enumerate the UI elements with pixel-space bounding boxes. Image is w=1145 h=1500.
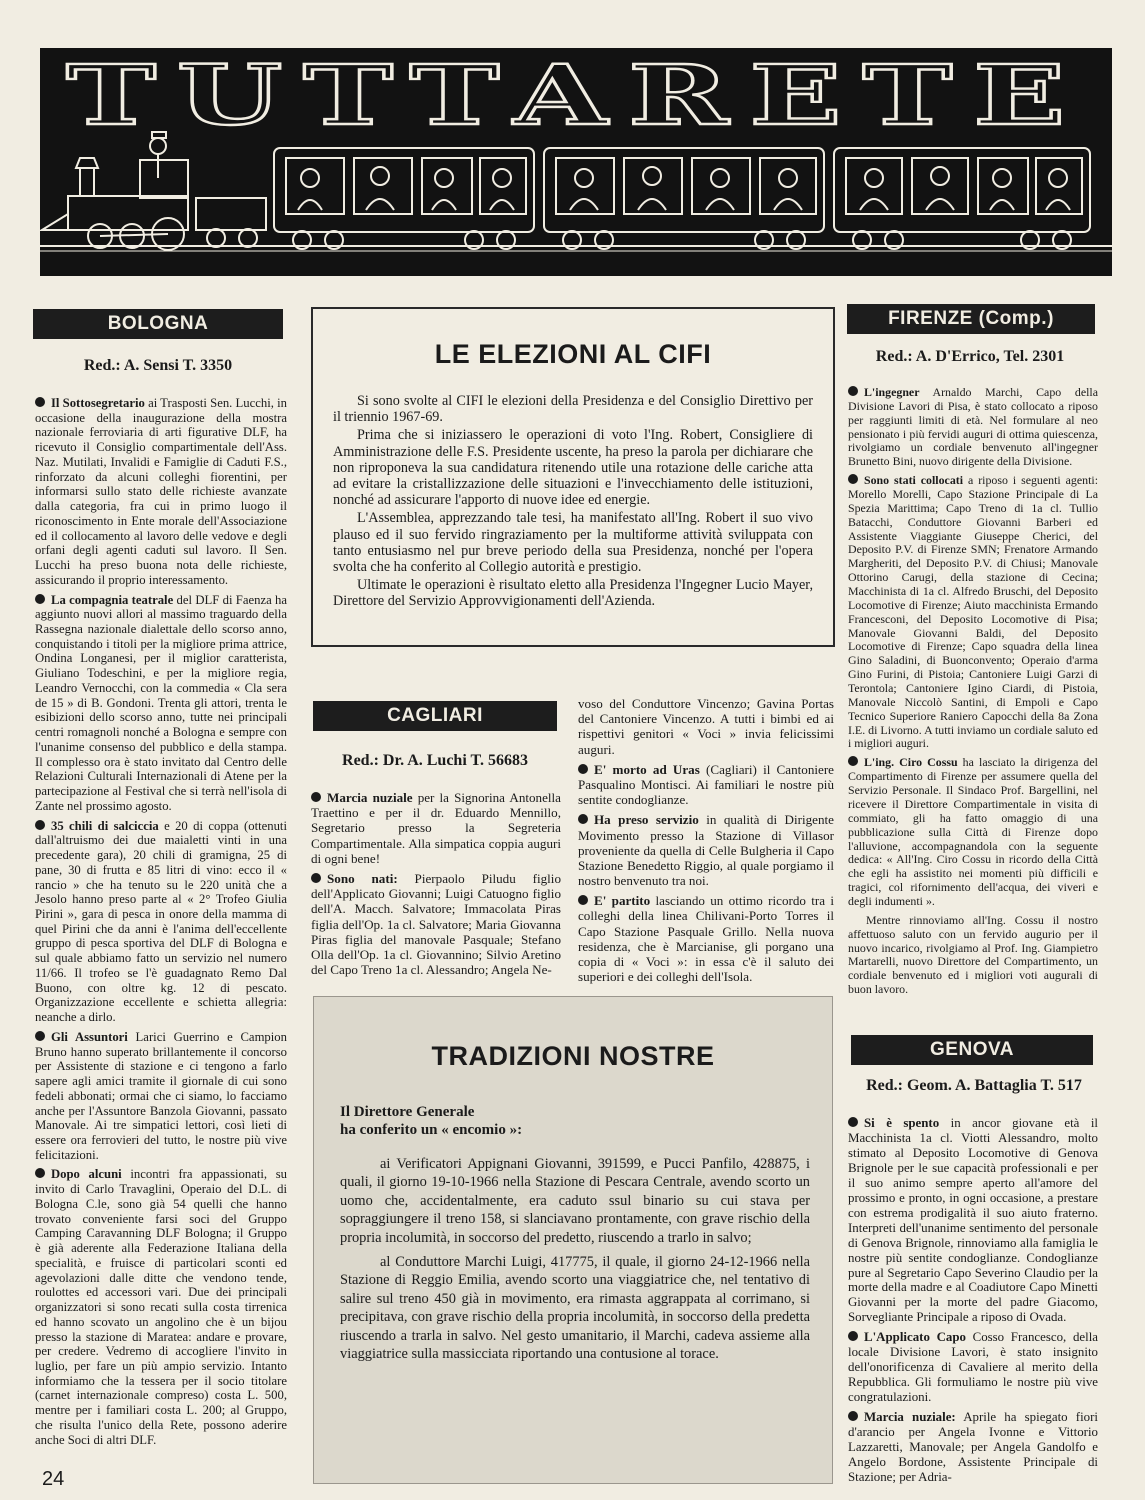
bullet-icon [311,873,321,883]
firenze-item: L'ingegner Arnaldo Marchi, Capo della Divisione Lavori di Pisa, è stato collocato a riposo per raggiunti limiti di età. Nel formulare al neo pensionato i più fervidi auguri di ottima quiescenza, rivolgiamo un cordiale benvenuto all'ingegner Brunetto Bini, nuovo dirigente della Divisione. [848,385,1098,469]
tradizioni-paragraph: ai Verificatori Appignani Giovanni, 391599, e Pucci Panfilo, 428875, i quali, il giorno 19-10-1966 nella Stazione di Pescara Centrale, avendo scorto un uomo che, accidentalmente, era caduto ssul binario su cui stava per sopraggiungere il treno 158, si slanciavano prontamente, con grave rischio della propria incolumità, in soccorso del predetto, riuscendo a trarlo in salvo; [340,1156,810,1246]
cagliari-item: voso del Conduttore Vincenzo; Gavina Portas del Cantoniere Vincenzo. A tutti i bimbi ed ai rispettivi genitori « Voci » invia felicissimi auguri. [578,696,834,757]
bullet-icon [848,1331,858,1341]
cagliari-item: E' partito lasciando un ottimo ricordo tra i colleghi della linea Chilivani-Porto Torres il Capo Stazione Pasquale Grillo. Nella nuova residenza, che è Marcianise, gli porgano una copia di « Voci »: in essa c'è il saluto dei superiori e dei colleghi dell'Isola. [578,893,834,985]
cagliari-item: Ha preso servizio in qualità di Dirigente Movimento presso la Stazione di Villasor proveniente da quella di Celle Bulgheria il Capo Stazione Benedetto Riggio, al quale porgiamo il nostro benvenuto tra noi. [578,812,834,889]
carriage-1 [274,148,534,249]
bullet-icon [578,895,588,905]
bullet-icon [35,1168,45,1178]
tradizioni-title: TRADIZIONI NOSTRE [431,1041,715,1071]
cagliari-redattore: Red.: Dr. A. Luchi T. 56683 [342,752,528,769]
genova-item: Si è spento in ancor giovane età il Macchinista 1a cl. Viotti Alessandro, molto stimato al Deposito Locomotive di Genova Brignole per le sue capacità professionali e per il suo animo sempre aperto all'amore del prossimo e pronto, in ogni occasione, a prestare con estrema prodigalità il suo aiuto fraterno. Interpreti dell'unanime sentimento del personale di Genova Brignole, rinnoviamo alla famiglia le nostre più sentite condoglianze. Condoglianze pure al Segretario Capo Severino Claudio per la morte della madre e al Coadiutore Capo Minetti Giovanni per la morte del padre Giacomo, Sorvegliante Principale a riposo di Ovada. [848,1116,1099,1325]
firenze-column [848,386,1098,1002]
firenze-item: Sono stati collocati a riposo i seguenti agenti: Morello Morelli, Capo Stazione Principale di La Spezia Marittima; Capo Treno di 1a cl. Tullio Batacchi, Conduttore Giovanni Barberi ed Assistente Viaggiante Giuseppe Cherici, del Deposito P.V. di Firenze SMN; Frenatore Armando Margheriti, del Deposito P.V. di Chiusi; Manovale Ottorino Carugi, della stazione di Cecina; Macchinista di 1a cl. Alfredo Bruschi, del Deposito Locomotive di Firenze; Aiuto macchinista Ermando Francesconi, del Deposito Locomotive di Pisa; Manovale Giovanni Baldi, del Deposito Locomotive di Firenze; Capo squadra della linea Gino Saladini, di Buonconvento; Operaio d'arma Gino Furini, di Pistoia; Cantoniere Luigi Garzi di Terontola; Cantoniere Igino Ciardi, di Pistoia, Manovale Niccolò Santini, di Empoli e Capo Tecnico Superiore Raniero Capocchi della 8a Zona I.E. di Livorno. A tutti inviamo un cordiale saluto ed i migliori auguri. [848,473,1098,751]
genova-item: L'Applicato Capo Cosso Francesco, della locale Divisione Lavori, è stato insignito dell'onorificenza di Cavaliere al merito della Repubblica. Gli formuliamo le nostre più vive congratulazioni. [848,1330,1098,1405]
bullet-icon [848,1117,858,1127]
cifi-paragraph: Ultimate le operazioni è risultato eletto alla Presidenza l'Ingegner Lucio Mayer, Direttore del Servizio Approvvigionamenti dell'Azienda. [333,577,813,610]
locomotive-icon [42,132,188,250]
carriage-3 [834,148,1090,249]
bologna-column [35,396,287,1452]
bologna-item: Gli Assuntori Larici Guerrino e Campion Bruno hanno superato brillantemente il concorso per Assistente di stazione e ci tengono a farlo sapere agli amici tramite il giornale di cui sono fedeli abbonati; ormai che ci siamo, lo facciamo anche per l'Assuntore Banzola Giovanni, passato Manovale. Ai tre simpatici lettori, così lieti di essere ora ferrovieri del tutto, le nostre più vive felicitazioni. [35,1029,287,1162]
cifi-paragraph: Prima che si iniziassero le operazioni di voto l'Ing. Robert, Consigliere di Amministrazione delle F.S. Presidente uscente, ha preso la parola per dichiarare che non riproponeva la sua candidatura ritenendo utile una rotazione delle cariche atta ad evitare la cristallizzazione delle situazioni e l'invecchiamento delle istituzioni, nonché ad assicurare l'apporto di nuove idee ed energie. [333,427,813,509]
firenze-item: Mentre rinnoviamo all'Ing. Cossu il nostro affettuoso saluto con un fervido augurio per il nuovo incarico, rivolgiamo al Prof. Ing. Giampietro Martarelli, nuovo Direttore del Compartimento, un cordiale benvenuto ed i migliori voti augurali di buon lavoro. [848,912,1098,997]
tradizioni-paragraph: al Conduttore Marchi Luigi, 417775, il quale, il giorno 24-12-1966 nella Stazione di Reggio Emilia, avendo scorto una viaggiatrice che, nel tentativo di salire sul treno 450 già in movimento, era rimasta aggrappata al corrimano, si precipitava, con grave rischio della propria incolumità, in soccorso della predetta riuscendo a trarla in salvo. Nel gesto umanitario, il Marchi, cadeva assieme alla viaggiatrice sulla massicciata riportando una contusione al torace. [340,1254,810,1363]
section-header-genova: GENOVA [851,1035,1093,1065]
bologna-item: 35 chili di salciccia e 20 di coppa (ottenuti dall'altruismo dei due maialetti vinti in una precedente gara), 20 chili di gramigna, 25 di pane, 30 di frutta e 85 litri di vino: ecco il « rancio » che ha tenuto su le 220 unità che a Jesolo hanno preso parte al « 2° Trofeo Giulia Pirini », gara di pesca in onore della mamma di quel Pirini che da anni è l'anima dell'eccellente gruppo di pesca sportiva del DLF di Bologna e sul quale abbiamo fatto un servizio nel numero 11/66. Il trofeo se l'è guadagnato Remo Dal Buono, con oltre kg. 12 di pescato. Organizzazione eccellente e schietta allegria: neanche a dirlo. [35,818,287,1025]
cifi-article-box [311,307,835,647]
tradizioni-article-box [313,996,833,1484]
firenze-item: L'ing. Ciro Cossu ha lasciato la dirigenza del Compartimento di Firenze per assumere quella del Servizio Personale. Il Sindaco Prof. Bargellini, nel ricevere il Direttore Compartimentale in visita di commiato, gli ha fatto omaggio di una pubblicazione sulla Città di Firenze dopo l'alluvione, accompagnandola con la seguente dedica: « All'Ing. Ciro Cossu in ricordo della Città che egli ha assistito nei momenti più difficili e tragici, col rifornimento dell'acqua, dei viveri e degli indumenti ». [848,755,1098,908]
carriage-2 [544,148,824,249]
tradizioni-intro: Il Direttore Generale ha conferito un « encomio »: [340,1104,523,1138]
section-header-bologna: BOLOGNA [33,309,283,339]
cagliari-column-2 [578,696,834,989]
cagliari-column-1 [311,790,561,982]
genova-item: Marcia nuziale: Aprile ha spiegato fiori d'arancio per Angela Ivonne e Vittorio Lazzaretti, Manovale; per Angela Gandolfo e Angelo Bordone, Assistente Principale di Stazione; per Adria- [848,1410,1098,1484]
bullet-icon [35,1031,45,1041]
tradizioni-body [340,1155,810,1363]
section-header-cagliari: CAGLIARI [313,701,557,731]
masthead-banner [40,48,1112,276]
bologna-item: La compagnia teatrale del DLF di Faenza ha aggiunto nuovi allori al massimo traguardo della Rassegna nazionale dialettale dello scorso anno, conquistando i titoli per la migliore prima attrice, Ondina Longanesi, per il miglior caratterista, Giuliano Todeschini, e per la migliore regia, Leandro Vernocchi, con la commedia « Cla sera de 15 » di B. Gondoni. Trenta gli attori, trenta le esibizioni dello scorso anno, tutte nei principali centri romagnoli nonché a Bologna e sempre con l'unanime consenso del pubblico e della stampa. Il complesso ora è stato invitato dal Centro delle Relazioni Culturali Internazionali di Atene per la partecipazione al Festival che si terrà nell'isola di Zante nel prossimo agosto. [35,592,287,813]
bullet-icon [848,386,858,396]
bullet-icon [578,764,588,774]
cagliari-item: E' morto ad Uras (Cagliari) il Cantoniere Pasqualino Montisci. Ai familiari le nostre più sentite condoglianze. [578,761,834,808]
genova-redattore: Red.: Geom. A. Battaglia T. 517 [866,1077,1082,1094]
cagliari-item: Marcia nuziale per la Signorina Antonella Traettino e per il dr. Eduardo Mennillo, Segretario presso la Segreteria Compartimentale. Alla simpatica coppia auguri di ogni bene! [311,790,561,866]
firenze-redattore: Red.: A. D'Errico, Tel. 2301 [875,348,1065,365]
cifi-title: LE ELEZIONI AL CIFI [434,339,712,369]
masthead-train-illustration [40,48,1112,276]
bologna-item: Il Sottosegretario ai Trasposti Sen. Lucchi, in occasione della inaugurazione della mostra nazionale ferroviaria di arti figurative DLF, ha ricevuto il Consiglio compartimentale dell'Ass. Naz. Mutilati, Invalidi e Famiglie di Caduti F.S., rinforzato da alcuni colleghi fiorentini, per informarsi sullo stato delle richieste avanzate dalla categoria, fra cui in primo luogo il riconoscimento in Ente morale dell'Associazione ed il collocamento al lavoro delle vedove e degli orfani degli agenti caduti sul lavoro. Il Sen. Lucchi ha preso buona nota delle richieste, assicurando il proprio interessamento. [35,396,288,587]
bullet-icon [848,474,858,484]
page-number: 24 [42,1468,65,1490]
section-header-firenze: FIRENZE (Comp.) [847,304,1095,334]
cifi-paragraph: L'Assemblea, apprezzando tale tesi, ha manifestato all'Ing. Robert il suo vivo plauso ed il suo fervido ringraziamento per la multiforme attività sviluppata con tanto entusiasmo nel pur breve periodo della sua Presidenza, nonché per l'opera svolta che ha conferito al Collegio autorità e prestigio. [333,510,813,576]
cifi-paragraph: Si sono svolte al CIFI le elezioni della Presidenza e del Consiglio Direttivo per il triennio 1967-69. [333,393,813,426]
bullet-icon [35,397,45,407]
masthead-title: TUTTARETE [66,48,1086,144]
bullet-icon [848,756,858,766]
bologna-redattore: Red.: A. Sensi T. 3350 [83,357,233,374]
cifi-body [333,393,813,612]
tender-icon [196,198,266,247]
bullet-icon [578,814,588,824]
bullet-icon [848,1411,858,1421]
bullet-icon [35,594,45,604]
genova-column [848,1116,1098,1490]
bullet-icon [35,820,45,830]
cagliari-item: Sono nati: Pierpaolo Piludu figlio dell'Applicato Giovanni; Luigi Catuogno figlio dell'A. Macch. Salvatore; Immacolata Piras figlia dell'Op. 1a cl. Salvatore; Maria Giovanna Piras figlia del manovale Pasquale; Stefano Olla dell'Op. 1a cl. Giovannino; Silvio Aretino del Capo Treno 1a cl. Alessandro; Angela Ne- [311,870,561,978]
bologna-item: Dopo alcuni incontri fra appassionati, su invito di Carlo Travaglini, Operaio del D.L. di Bologna C.le, sono già 54 quelli che hanno trovato conveniente farsi soci del Gruppo Camping Caravanning DLF Bologna; il Gruppo è già aderente alla Federazione Italiana della specialità, e fruisce di particolari sconti ed agevolazioni dalle ditte che vendono tende, roulottes ed accessori vari. Due dei principali organizzatori si sono recati sulla costa tirrenica ed hanno scovato un angolino che è un bijou presso la stazione di Maratea: andare e provare, per credere. Vedremo di accogliere l'invito in luglio, per fare un più ampio servizio. Intanto informiamo che la tessera per il socio titolare (carnet internazionale compreso) costa L. 500, mentre per i familiari costa L. 200; al Gruppo, che risulta l'unico della Rete, possono aderire anche Soci di altri DLF. [35,1167,288,1447]
bullet-icon [311,792,321,802]
